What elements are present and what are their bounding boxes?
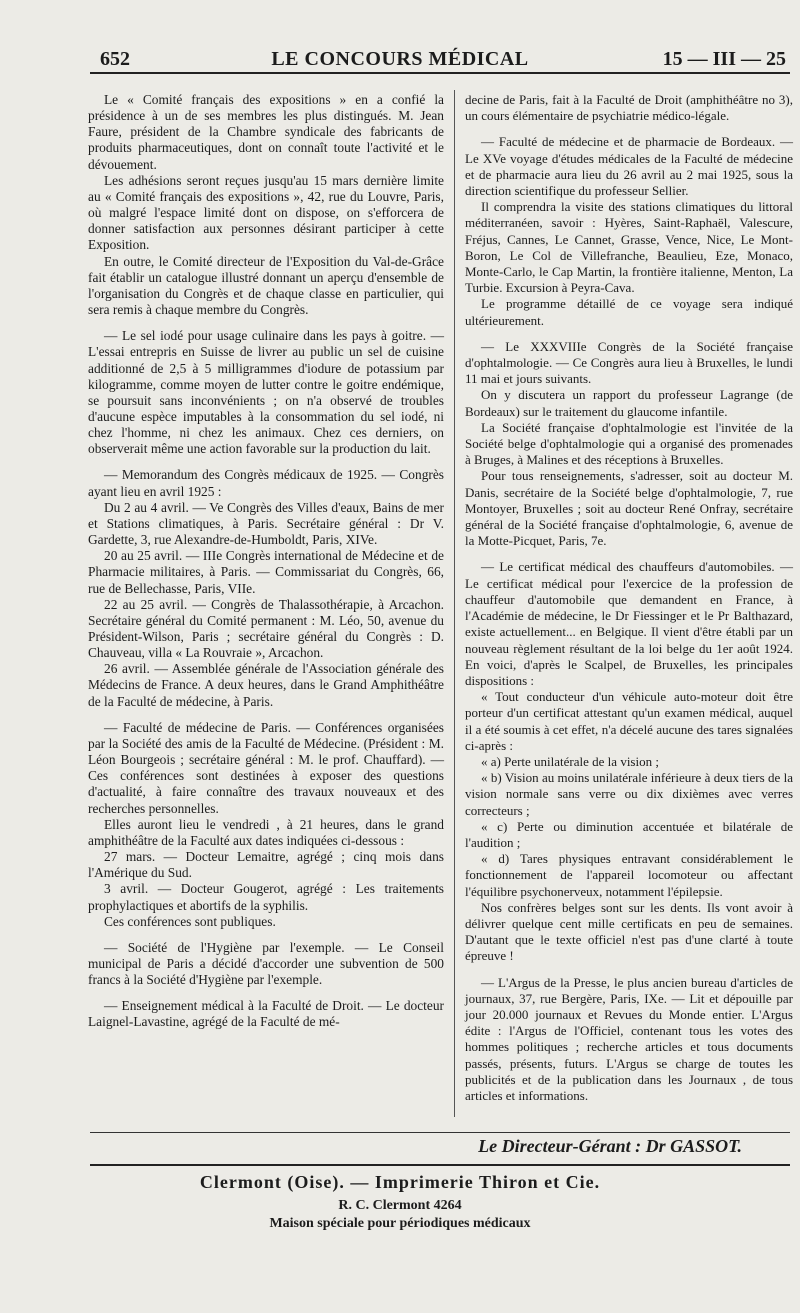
paragraph: Pour tous renseignements, s'adresser, soit au docteur M. Danis, secrétaire de la Société belge d'ophtalmologie, 7, rue Montoyer, Bruxelles ; soit au docteur René Onfray, secrétaire général de la Société française d'ophtalmologie, 6, avenue de la Motte-Picquet, Paris, 7e.: [465, 468, 793, 549]
article-certificat: — Le certificat médical des chauffeurs d'automobiles. — Le certificat médical pour l'exercice de la profession de chauffeur d'automobile que demandent en France, à l'Académie de médecine, le Dr Fiessinger et le Pr Balthazard, existe actuellement... en Belgique. Il vient d'être établi par un nouveau règlement résultant de la loi belge du 1er août 1924. En voici, d'après le Scalpel, de Bruxelles, les principales dispositions :: [465, 559, 793, 688]
paragraph: Nos confrères belges sont sur les dents. Ils vont avoir à délivrer quelque cent mille certificats en peu de semaines. D'autant que le texte officiel n'est pas d'une clarté à toute épreuve !: [465, 899, 793, 964]
footer-rule: [90, 1164, 790, 1166]
article-droit: — Enseignement médical à la Faculté de Droit. — Le docteur Laignel-Lavastine, agrégé de la Faculté de mé-: [88, 998, 444, 1030]
right-column: [465, 92, 793, 1104]
paragraph: « Tout conducteur d'un véhicule auto-moteur doit être porteur d'un certificat attestant qu'un examen médical, auquel il a été soumis à cet effet, n'a décelé aucune des tares signalées ci-après :: [465, 689, 793, 753]
article-argus: — L'Argus de la Presse, le plus ancien bureau d'articles de journaux, 37, rue Bergère, Paris, IXe. — Lit et dépouille par jour 20.000 journaux et Revues du Monde entier. L'Argus édite : l'Argus de l'Officiel, contenant tous les votes des hommes politiques ; recherche articles et tous documents passés, présents, futurs. L'Argus se charge de toutes les publicités et de la publication dans les Journaux , de tous articles et informations.: [465, 974, 793, 1103]
registry-line: R. C. Clermont 4264: [338, 1198, 462, 1213]
list-item: « c) Perte ou diminution accentuée et bilatérale de l'audition ;: [465, 818, 793, 850]
paragraph: decine de Paris, fait à la Faculté de Droit (amphithéâtre no 3), un cours élémentaire de psychiatrie médico-légale.: [465, 92, 793, 124]
paragraph: Les adhésions seront reçues jusqu'au 15 mars dernière limite au « Comité français des expositions », 42, rue du Louvre, Paris, où malgré l'espace limité dont on dispose, on s'efforcera de donner satisfaction aux personnes désirant participer à cette Exposition.: [88, 172, 444, 253]
left-column: [88, 92, 444, 1031]
article-faculte-medecine: — Faculté de médecine de Paris. — Conférences organisées par la Société des amis de la Faculté de Médecine. (Président : M. Léon Bourgeois ; secrétaire général : M. le prof. Chauffard). — Ces conférences sont destinées à exposer des questions d'actualité, à faire connaître des travaux nouveaux et des recherches personnelles.: [88, 719, 444, 816]
paragraph: Du 2 au 4 avril. — Ve Congrès des Villes d'eaux, Bains de mer et Stations climatiques, à Paris. Secrétaire général : Dr V. Gardette, 3, rue Alexandre-de-Humboldt, Paris, XIVe.: [88, 499, 444, 548]
paragraph: On y discutera un rapport du professeur Lagrange (de Bordeaux) sur le traitement du glaucome infantile.: [465, 387, 793, 419]
director-signature: Le Directeur-Gérant : Dr GASSOT.: [478, 1136, 742, 1156]
page-header: [0, 44, 800, 74]
article-ophtalmologie: — Le XXXVIIIe Congrès de la Société française d'ophtalmologie. — Ce Congrès aura lieu à Bruxelles, le lundi 11 mai et jours suivants.: [465, 338, 793, 387]
paragraph: Le programme détaillé de ce voyage sera indiqué ultérieurement.: [465, 296, 793, 328]
printer-line: Clermont (Oise). — Imprimerie Thiron et Cie.: [199, 1172, 601, 1192]
paragraph: Le « Comité français des expositions » en a confié la présidence à un de ses membres les plus distingués. M. Jean Faure, président de la Chambre syndicale des fabricants de produits pharmaceutiques, dont on connaît toute l'activité et le dévouement.: [88, 92, 444, 172]
bottom-rule: [90, 1132, 790, 1133]
paragraph: 26 avril. — Assemblée générale de l'Association générale des Médecins de France. A deux heures, dans le Grand Amphithéâtre de la Faculté de médecine, à Paris.: [88, 661, 444, 709]
paragraph: 22 au 25 avril. — Congrès de Thalassothérapie, à Arcachon. Secrétaire général du Comité permanent : M. Léo, 50, avenue du Président-Wilson, Paris ; secrétaire général du Congrès : D. Chauveau, villa « La Rouvraie », Arcachon.: [88, 596, 444, 661]
issue-date: 15 — III — 25: [662, 48, 786, 70]
column-divider: [454, 90, 455, 1117]
specialty-line: Maison spéciale pour périodiques médicaux: [269, 1216, 531, 1231]
paragraph: 3 avril. — Docteur Gougerot, agrégé : Les traitements prophylactiques et abortifs de la syphilis.: [88, 881, 444, 913]
journal-title: LE CONCOURS MÉDICAL: [271, 48, 529, 70]
article-bordeaux: — Faculté de médecine et de pharmacie de Bordeaux. — Le XVe voyage d'études médicales de la Faculté de médecine et de pharmacie aura lieu du 26 avril au 2 mai 1925, sous la direction scientifique du professeur Sellier.: [465, 134, 793, 199]
paragraph: Ces conférences sont publiques.: [104, 913, 276, 929]
header-rule: [90, 72, 790, 74]
paragraph: La Société française d'ophtalmologie est l'invitée de la Société belge d'ophtalmologie qui a organisé des promenades à Bruges, à Malines et des réceptions à Bruxelles.: [465, 419, 793, 468]
paragraph: 20 au 25 avril. — IIIe Congrès international de Médecine et de Pharmacie militaires, à Paris. — Commissariat du Congrès, 66, rue de Bellechasse, Paris, VIIe.: [88, 548, 444, 596]
paragraph: Elles auront lieu le vendredi , à 21 heures, dans le grand amphithéâtre de la Faculté aux dates indiquées ci-dessous :: [88, 816, 444, 848]
article-memorandum: — Memorandum des Congrès médicaux de 1925. — Congrès ayant lieu en avril 1925 :: [88, 467, 444, 499]
article-sel-iode: — Le sel iodé pour usage culinaire dans les pays à goitre. — L'essai entrepris en Suisse de livrer au public un sel de cuisine additionné de 2,5 à 5 milligrammes d'iodure de potassium par kilogramme, comme moyen de lutter contre le goitre endémique, se poursuit sans inconvénients ; on n'a observé de troubles d'aucune espèce imputables à la consommation du sel iodé, ni chez l'homme, ni chez les animaux. Chez ces derniers, on observerait même une action favorable sur la production du lait.: [88, 328, 444, 457]
article-hygiene: — Société de l'Hygiène par l'exemple. — Le Conseil municipal de Paris a décidé d'accorder une subvention de 500 francs à la Société d'Hygiène par l'exemple.: [88, 939, 444, 988]
list-item: « d) Tares physiques entravant considérablement le fonctionnement de l'appareil locomoteur ou affectant l'équilibre psychonerveux, notamment l'épilepsie.: [465, 851, 793, 899]
paragraph: Il comprendra la visite des stations climatiques du littoral méditerranéen, savoir : Hyères, Saint-Raphaël, Valescure, Fréjus, Cannes, Le Cannet, Grasse, Vence, Nice, Le Mont-Boron, Le Col de Villefranche, Beaulieu, Eze, Monaco, Monte-Carlo, le Cap Martin, la frontière italienne, Menton, La Turbie. Excursion à Peyra-Cava.: [465, 199, 793, 296]
list-item: « b) Vision au moins unilatérale inférieure à deux tiers de la vision normale sans verre ou dix dixièmes avec verres correcteurs ;: [465, 770, 793, 818]
list-item: « a) Perte unilatérale de la vision ;: [481, 753, 659, 769]
paragraph: 27 mars. — Docteur Lemaitre, agrégé ; cinq mois dans l'Amérique du Sud.: [88, 849, 444, 881]
page-number: 652: [100, 48, 130, 70]
paragraph: En outre, le Comité directeur de l'Exposition du Val-de-Grâce fait établir un catalogue illustré donnant un aperçu d'ensemble de l'organisation du Congrès et de chaque classe en particulier, qui sera remis à chaque membre du Congrès.: [88, 253, 444, 318]
